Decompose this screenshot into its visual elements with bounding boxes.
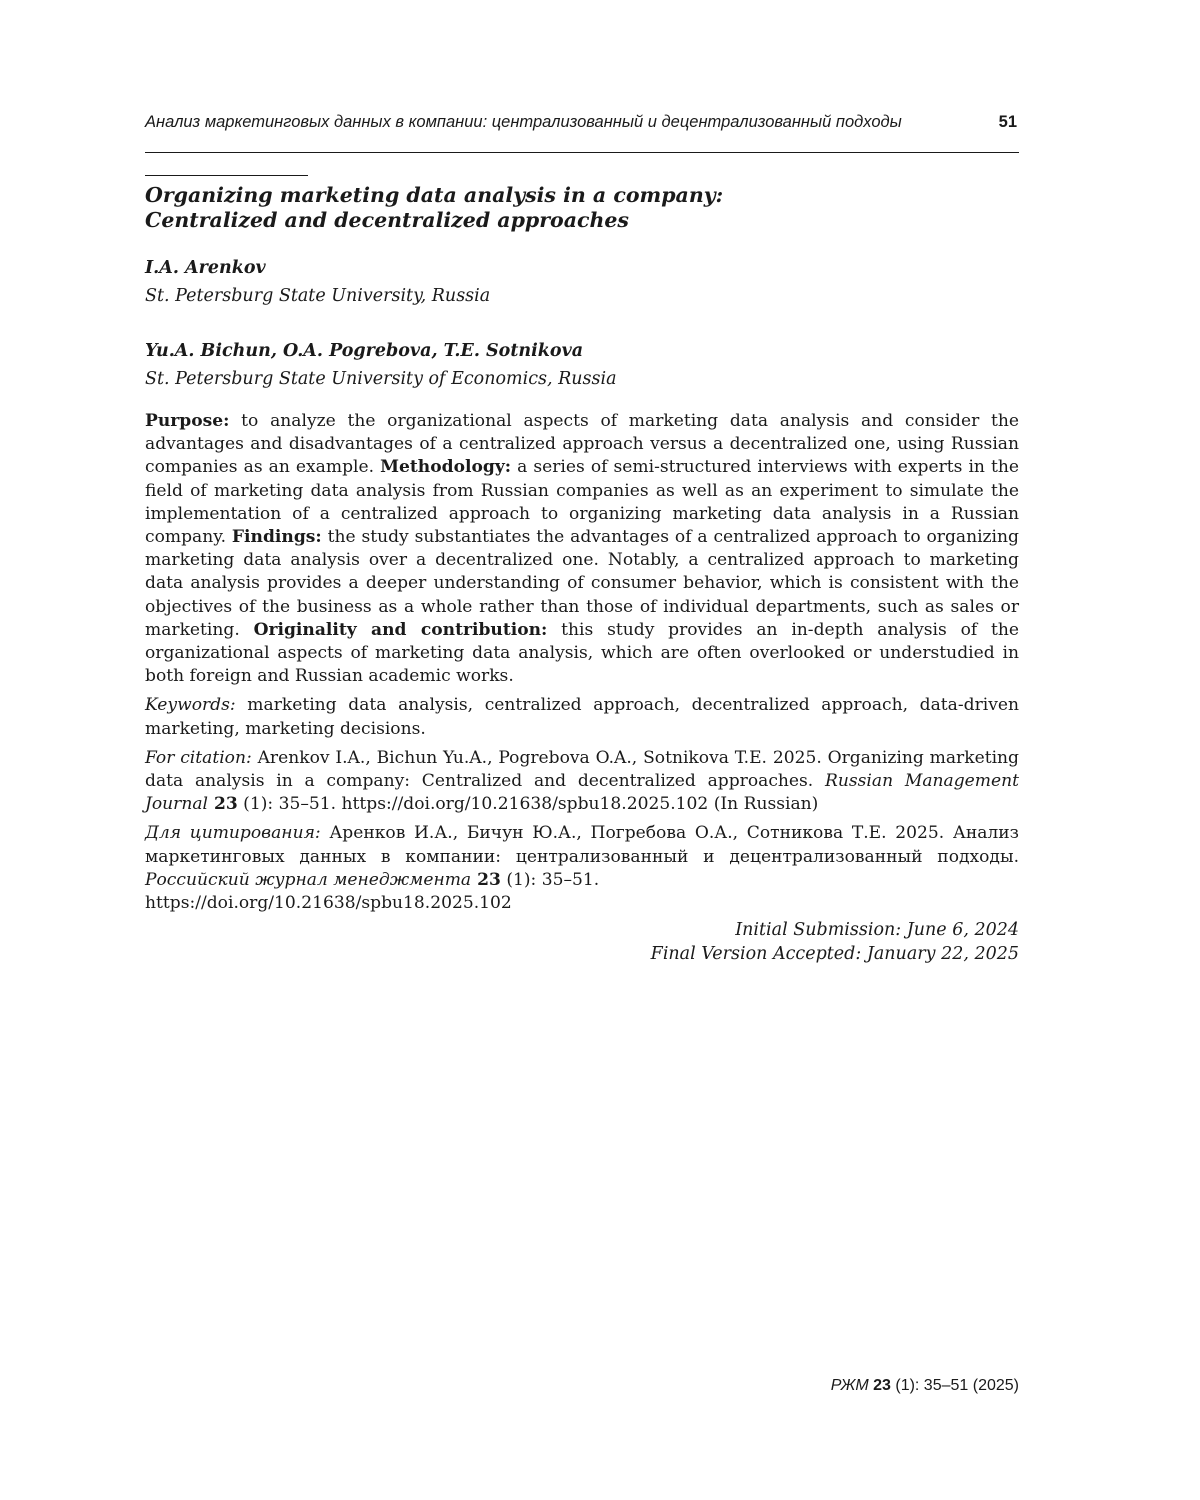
originality-text: this study provides an in-depth analysis of the organizational aspects of marketing data analysis, which are often overlooked or understudied in both foreign and Russian academic works. <box>145 619 1019 687</box>
methodology-text: a series of semi-structured interviews with experts in the field of marketing data analysis from Russian companies as well as an experiment to simulate the implementation of a centralized approach to organizing marketing data analysis in a Russian company. <box>145 457 1019 548</box>
citation-ru-text1: Аренков И.А., Бичун Ю.А., Погребова О.А., Сотникова Т.Е. 2025. Анализ маркетинговых данных в компании: централизованный и децентрализованный подходы. <box>145 823 1019 867</box>
author-affiliation-1: St. Petersburg State University, Russia <box>145 286 491 306</box>
running-title: Анализ маркетинговых данных в компании: централизованный и децентрализованный подходы <box>145 113 902 131</box>
citation-ru-text2: (1): 35–51. <box>500 869 600 890</box>
initial-submission-date: Initial Submission: June 6, 2024 <box>735 920 1019 940</box>
purpose-label: Purpose: <box>145 411 230 431</box>
citation-ru-label: Для цитирования: <box>145 823 321 844</box>
citation-en-text2: (1): 35–51. https://doi.org/10.21638/spbu18.2025.102 (In Russian) <box>237 794 819 815</box>
author-names-2: Yu.A. Bichun, O.A. Pogrebova, T.E. Sotnikova <box>145 341 584 361</box>
citation-ru-journal: Российский журнал менеджмента <box>145 869 472 890</box>
footer-volume: 23 <box>873 1377 891 1394</box>
citation-en-journal: Russian Management Journal <box>145 771 1019 815</box>
citation-en-text1: Arenkov I.A., Bichun Yu.A., Pogrebova O.A., Sotnikova T.E. 2025. Organizing marketing data analysis in a company: Centralized and decentralized approaches. <box>145 747 1019 792</box>
purpose-text: to analyze the organizational aspects of marketing data analysis and consider the advantages and disadvantages of a centralized approach versus a decentralized one, using Russian companies as an example. <box>145 411 1019 478</box>
findings-label: Findings: <box>231 527 322 548</box>
author-affiliation-2: St. Petersburg State University of Economics, Russia <box>145 369 617 389</box>
findings-text: the study substantiates the advantages of a centralized approach to organizing marketing data analysis over a decentralized one. Notably, a centralized approach to marketing data analysis provides a deeper understanding of consumer behavior, which is consistent with the objectives of the business as a whole rather than those of individual departments, such as sales or marketing. <box>145 527 1019 640</box>
header-rule <box>145 152 1019 153</box>
article-title-line2: Centralized and decentralized approaches <box>145 208 629 232</box>
keywords-paragraph <box>145 694 1019 740</box>
citation-en-volume: 23 <box>208 794 238 815</box>
citation-ru-doi: https://doi.org/10.21638/spbu18.2025.102 <box>145 893 512 914</box>
methodology-label: Methodology: <box>380 457 512 478</box>
keywords-label: Keywords: <box>145 695 236 716</box>
final-accepted-date: Final Version Accepted: January 22, 2025 <box>650 943 1019 964</box>
originality-label: Originality and contribution: <box>253 619 548 640</box>
article-title <box>145 183 1019 233</box>
citation-en-paragraph <box>145 747 1019 817</box>
footer-journal-abbr: РЖМ <box>830 1377 869 1394</box>
article-title-line1: Organizing marketing data analysis in a company: <box>145 183 724 207</box>
submission-dates <box>651 919 1019 966</box>
keywords-text: marketing data analysis, centralized approach, decentralized approach, data-driven marketing, marketing decisions. <box>145 695 1019 739</box>
citation-ru-paragraph <box>145 822 1019 915</box>
abstract-paragraph <box>145 410 1019 688</box>
page-number: 51 <box>998 113 1017 131</box>
running-header <box>145 113 1019 137</box>
footer-issue-pages: (1): 35–51 (2025) <box>895 1377 1019 1394</box>
page-footer <box>831 1377 1019 1395</box>
citation-ru-volume: 23 <box>471 869 501 890</box>
abstract-block <box>145 410 1019 921</box>
title-rule <box>145 175 308 176</box>
journal-page <box>145 0 1019 1500</box>
author-names-1: I.A. Arenkov <box>145 258 266 278</box>
citation-en-label: For citation: <box>145 747 252 768</box>
